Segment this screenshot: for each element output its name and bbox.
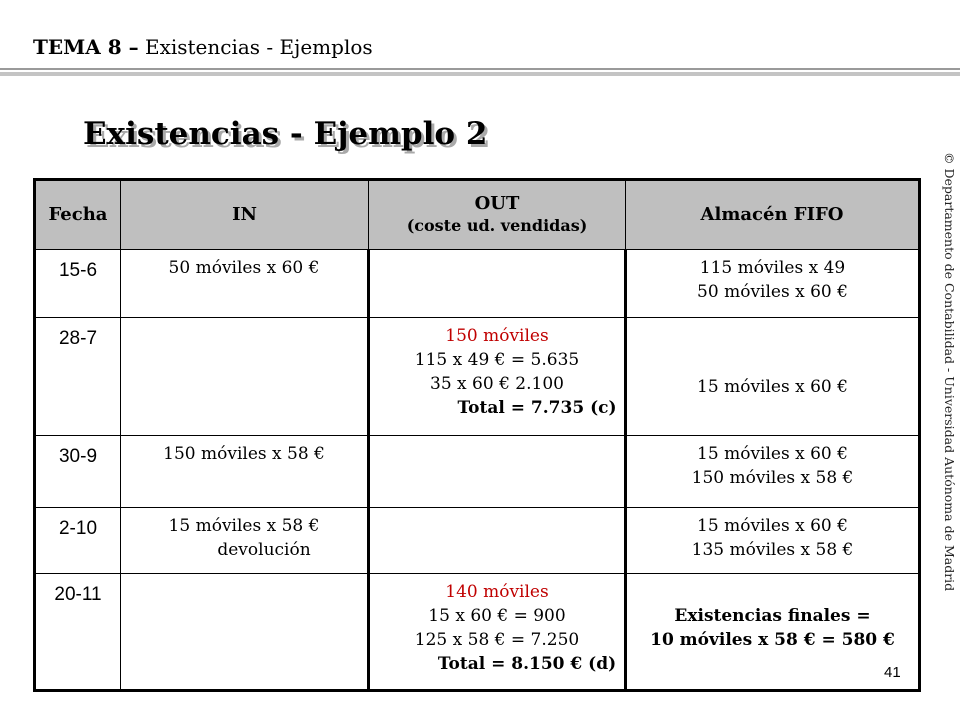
almacen-line: 15 móviles x 60 € [697, 444, 848, 464]
out-line: 150 móviles [445, 326, 549, 346]
row-almacen [626, 508, 920, 574]
row-date: 15-6 [35, 250, 121, 318]
table-row [35, 436, 920, 508]
header-in: IN [121, 180, 369, 250]
row-date: 30-9 [35, 436, 121, 508]
row-almacen [626, 318, 920, 436]
row-date: 2-10 [35, 508, 121, 574]
inventory-table [33, 178, 921, 692]
almacen-line: 115 móviles x 49 [699, 258, 846, 278]
almacen-line: 15 móviles x 60 € [697, 376, 848, 397]
header-divider [0, 68, 960, 70]
slide-title: Existencias - Ejemplo 2 [83, 116, 488, 152]
page-number: 41 [884, 664, 901, 681]
out-line: 140 móviles [445, 582, 549, 602]
in-line: 50 móviles x 60 € [168, 258, 320, 278]
out-line: 35 x 60 € 2.100 [430, 374, 564, 394]
table-row [35, 574, 920, 691]
out-total: Total = 8.150 € (d) [437, 654, 617, 674]
out-total: Total = 7.735 (c) [457, 398, 617, 418]
row-in [121, 436, 369, 508]
row-almacen [626, 250, 920, 318]
row-out [369, 318, 626, 436]
row-almacen [626, 436, 920, 508]
row-out [369, 250, 626, 318]
header-subtitle: Existencias - Ejemplos [144, 35, 373, 59]
almacen-line: 15 móviles x 60 € [697, 516, 848, 536]
table-row [35, 318, 920, 436]
row-almacen [626, 574, 920, 691]
out-line: 115 x 49 € = 5.635 [414, 350, 580, 370]
row-out [369, 574, 626, 691]
row-date: 20-11 [35, 574, 121, 691]
in-line: 15 móviles x 58 € [168, 516, 320, 536]
almacen-line: 135 móviles x 58 € [691, 540, 854, 560]
row-out [369, 436, 626, 508]
header-almacen: Almacén FIFO [626, 180, 920, 250]
header-topic: TEMA 8 – [33, 35, 139, 59]
almacen-line: 50 móviles x 60 € [697, 282, 848, 302]
out-line: 125 x 58 € = 7.250 [414, 630, 580, 650]
almacen-line: 150 móviles x 58 € [691, 468, 854, 488]
row-in [121, 574, 369, 691]
almacen-line: Existencias finales = [674, 606, 871, 626]
in-line: 150 móviles x 58 € [163, 444, 325, 464]
slide-header [33, 32, 373, 62]
row-date: 28-7 [35, 318, 121, 436]
row-in [121, 318, 369, 436]
header-out [369, 180, 626, 250]
header-fecha: Fecha [35, 180, 121, 250]
row-in [121, 508, 369, 574]
table-row [35, 508, 920, 574]
header-divider-shadow [0, 72, 960, 76]
almacen-line: 10 móviles x 58 € = 580 € [650, 630, 895, 650]
table-header-row [35, 180, 920, 250]
row-in [121, 250, 369, 318]
header-out-sub: (coste ud. vendidas) [406, 216, 588, 235]
row-out [369, 508, 626, 574]
table-row [35, 250, 920, 318]
header-out-label: OUT [474, 193, 520, 214]
in-line: devolución [217, 540, 311, 560]
copyright-note: © Departamento de Contabilidad - Universidad Autónoma de Madrid [942, 152, 957, 592]
out-line: 15 x 60 € = 900 [428, 606, 566, 626]
